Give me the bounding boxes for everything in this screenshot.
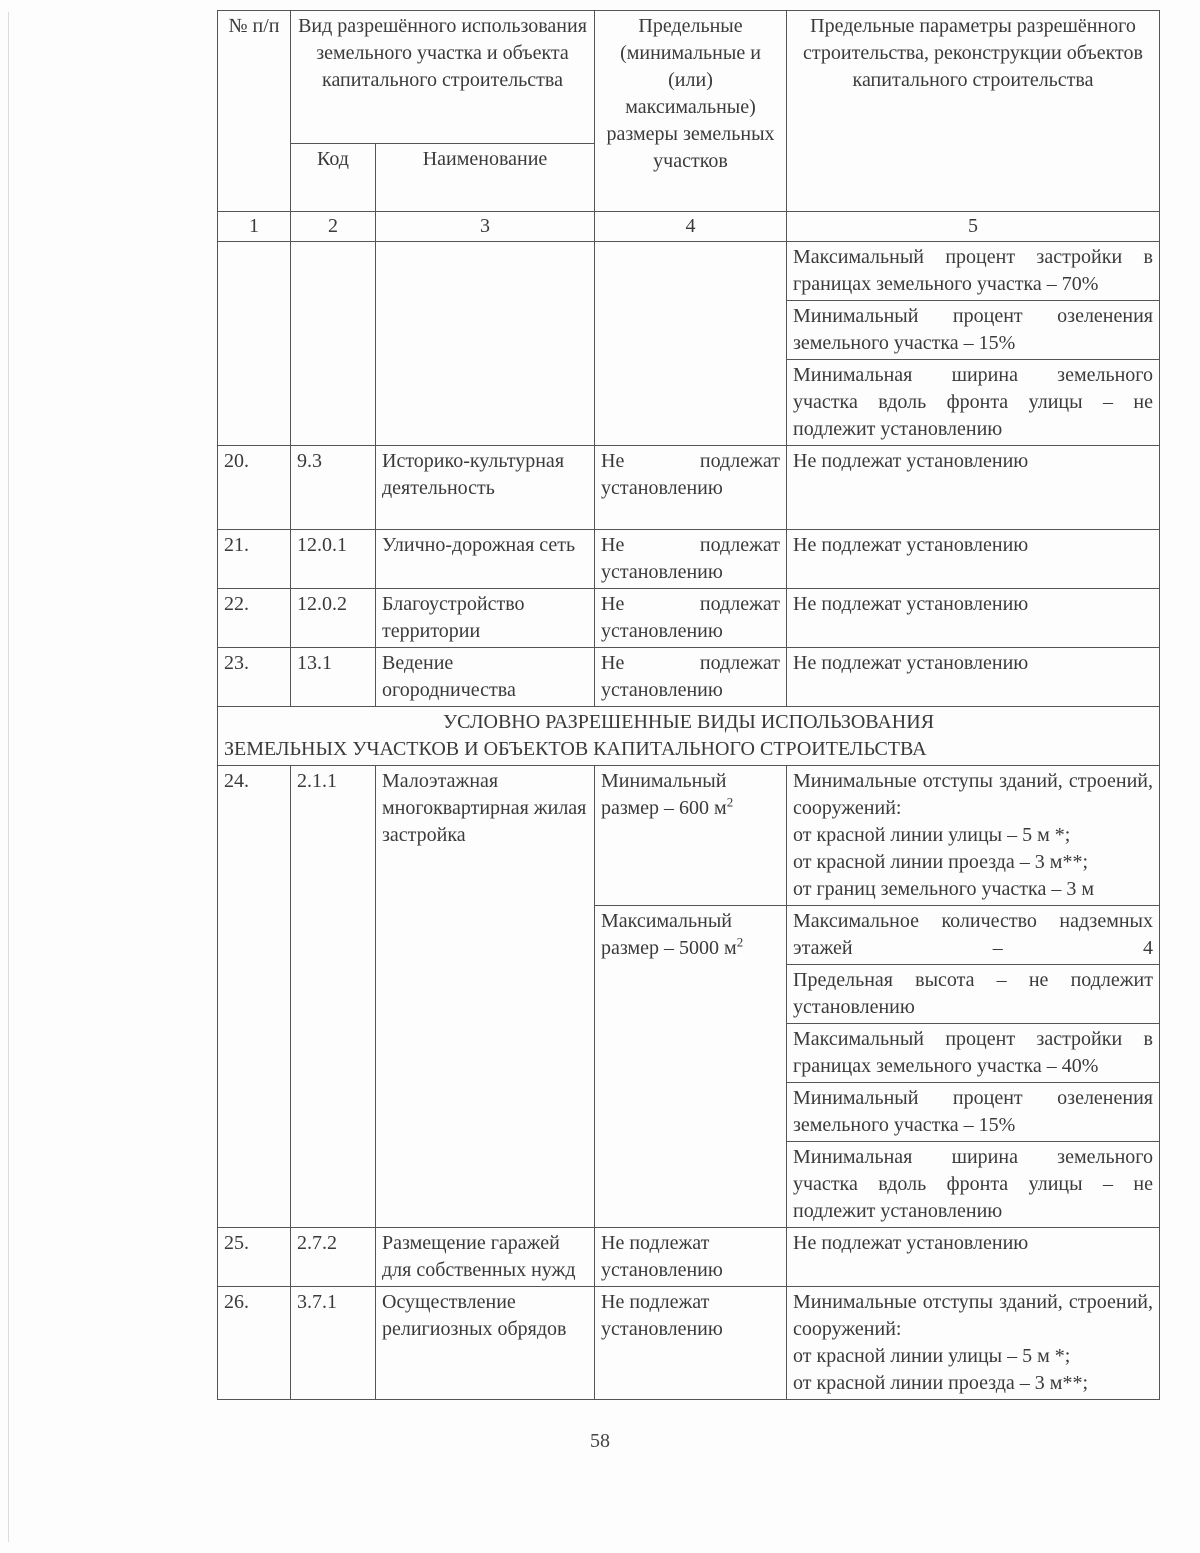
row-num: 24. <box>218 766 291 1228</box>
page-number: 58 <box>590 1430 610 1452</box>
row-name: Ведение огородничества <box>376 648 595 707</box>
table-row <box>218 1287 1160 1400</box>
header-kod: Код <box>291 143 376 211</box>
colnum: 1 <box>218 212 291 242</box>
row-num: 21. <box>218 530 291 589</box>
param-cell: Максимальный процент застройки в границах земельного участка – 70% <box>787 242 1160 301</box>
colnum: 5 <box>787 212 1160 242</box>
row-name: Историко-культурная деятельность <box>376 446 595 530</box>
section-heading <box>218 707 1160 766</box>
row-params: Не подлежат установлению <box>787 530 1160 589</box>
param-cell: Предельная высота – не подлежит установлению <box>787 965 1160 1024</box>
row-num: 22. <box>218 589 291 648</box>
otstupy-cell <box>787 766 1160 906</box>
row-size: Не подлежат установлению <box>595 1287 787 1400</box>
row-size-max <box>595 906 787 1228</box>
row-code: 3.7.1 <box>291 1287 376 1400</box>
param-cell: Минимальный процент озеленения земельного участка – 15% <box>787 301 1160 360</box>
row-num: 25. <box>218 1228 291 1287</box>
row-name: Осуществление религиозных обрядов <box>376 1287 595 1400</box>
header-params: Предельные параметры разрешённого строительства, реконструкции объектов капитального строительства <box>787 11 1160 212</box>
row-params: Не подлежат установлению <box>787 446 1160 530</box>
row-code: 12.0.1 <box>291 530 376 589</box>
param-cell: Минимальная ширина земельного участка вдоль фронта улицы – не подлежит установлению <box>787 1142 1160 1228</box>
otstup-line: от красной линии проезда – 3 м**; <box>793 1372 1089 1394</box>
section-heading-line2: ЗЕМЕЛЬНЫХ УЧАСТКОВ И ОБЪЕКТОВ КАПИТАЛЬНОГО СТРОИТЕЛЬСТВА <box>224 738 927 760</box>
table-row <box>218 1228 1160 1287</box>
row-code: 12.0.2 <box>291 589 376 648</box>
row-name: Улично-дорожная сеть <box>376 530 595 589</box>
sup-2: 2 <box>726 794 734 810</box>
section-heading-row <box>218 707 1160 766</box>
param-cell: Максимальное количество надземных этажей – 4 <box>787 906 1160 965</box>
header-vid: Вид разрешённого использования земельного участка и объекта капитального строительства <box>291 11 595 144</box>
param-cell: Максимальный процент застройки в границах земельного участка – 40% <box>787 1024 1160 1083</box>
row-size: Не подлежат установлению <box>595 446 787 530</box>
sup-2: 2 <box>736 934 744 950</box>
otstup-line: от красной линии улицы – 5 м *; <box>793 1345 1071 1367</box>
row-size: Не подлежат установлению <box>595 589 787 648</box>
land-use-table <box>217 10 1160 1400</box>
column-numbers-row <box>218 212 1160 242</box>
size-min-text: Минимальный размер – 600 м <box>601 770 727 819</box>
row-num: 20. <box>218 446 291 530</box>
scan-edge <box>8 12 9 1542</box>
section-heading-line1: УСЛОВНО РАЗРЕШЕННЫЕ ВИДЫ ИСПОЛЬЗОВАНИЯ <box>442 711 935 733</box>
row-size: Не подлежат установлению <box>595 1228 787 1287</box>
cont-empty <box>376 242 595 446</box>
otstup-line: от границ земельного участка – 3 м <box>793 878 1094 900</box>
row-code: 9.3 <box>291 446 376 530</box>
row-code: 2.1.1 <box>291 766 376 1228</box>
row-name: Размещение гаражей для собственных нужд <box>376 1228 595 1287</box>
table-row <box>218 648 1160 707</box>
row-params: Не подлежат установлению <box>787 589 1160 648</box>
cont-empty <box>218 242 291 446</box>
row-size: Не подлежат установлению <box>595 648 787 707</box>
row-size: Не подлежат установлению <box>595 530 787 589</box>
table-row <box>218 766 1160 906</box>
colnum: 4 <box>595 212 787 242</box>
table-row <box>218 242 1160 301</box>
row-params: Не подлежат установлению <box>787 1228 1160 1287</box>
table-row <box>218 530 1160 589</box>
table-row <box>218 446 1160 530</box>
param-cell: Минимальный процент озеленения земельного участка – 15% <box>787 1083 1160 1142</box>
otstup-line: от красной линии улицы – 5 м *; <box>793 824 1071 846</box>
row-name: Благоустройство территории <box>376 589 595 648</box>
row-params: Не подлежат установлению <box>787 648 1160 707</box>
row-num: 26. <box>218 1287 291 1400</box>
row-code: 13.1 <box>291 648 376 707</box>
header-razmery: Предельные (минимальные и (или) максимальные) размеры земельных участков <box>595 11 787 212</box>
row-code: 2.7.2 <box>291 1228 376 1287</box>
header-num: № п/п <box>218 11 291 212</box>
size-max-text: Максимальный размер – 5000 м <box>601 910 737 959</box>
otstupy-title: Минимальные отступы зданий, строений, сооружений: <box>793 1291 1153 1340</box>
row-name: Малоэтажная многоквартирная жилая застройка <box>376 766 595 1228</box>
otstup-line: от красной линии проезда – 3 м**; <box>793 851 1089 873</box>
row-num: 23. <box>218 648 291 707</box>
row-size-min <box>595 766 787 906</box>
cont-empty <box>595 242 787 446</box>
table-row <box>218 589 1160 648</box>
param-cell: Минимальная ширина земельного участка вдоль фронта улицы – не подлежит установлению <box>787 360 1160 446</box>
otstupy-title: Минимальные отступы зданий, строений, сооружений: <box>793 770 1153 819</box>
header-row <box>218 11 1160 144</box>
header-naim: Наименование <box>376 143 595 211</box>
cont-empty <box>291 242 376 446</box>
otstupy-cell <box>787 1287 1160 1400</box>
colnum: 2 <box>291 212 376 242</box>
colnum: 3 <box>376 212 595 242</box>
